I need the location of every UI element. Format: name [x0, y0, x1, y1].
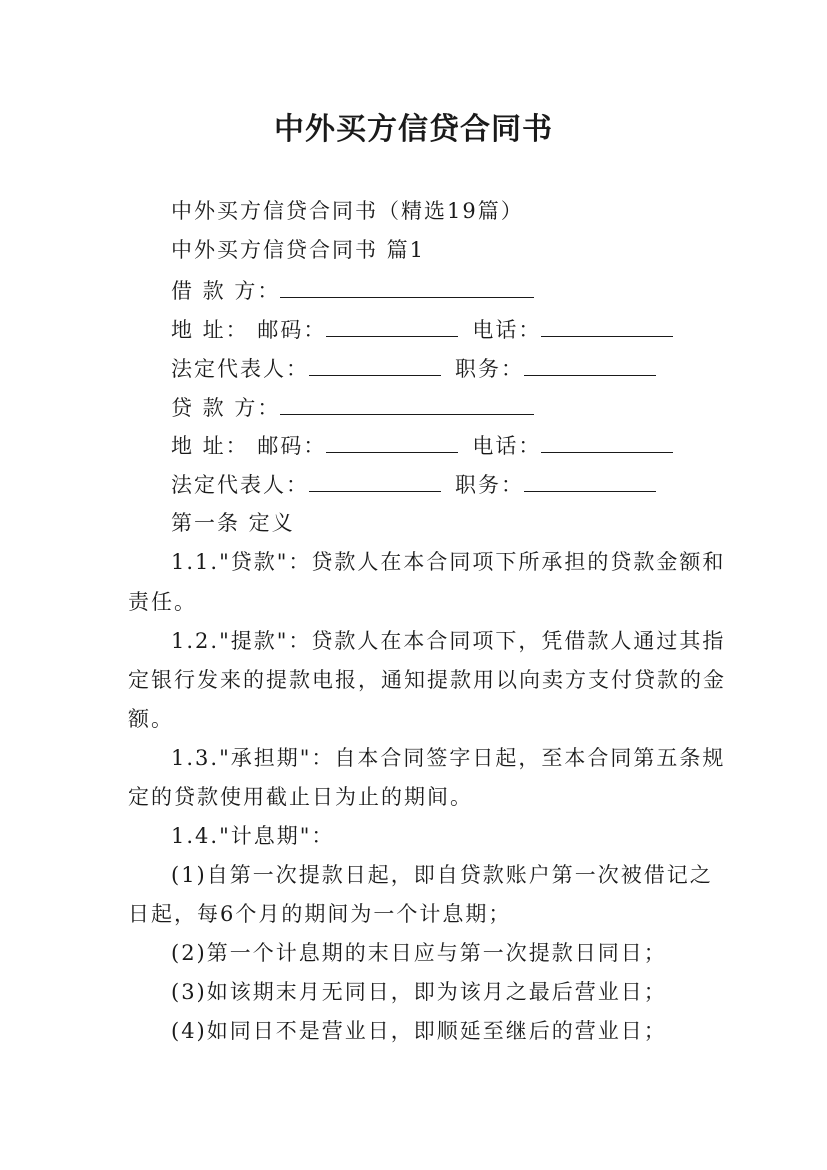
- borrower-row: [171, 277, 534, 304]
- address-label: 地 址：: [171, 318, 249, 342]
- def-1-4: 1.4."计息期"：: [171, 824, 335, 848]
- phone-blank: [541, 316, 673, 337]
- postcode-label: 邮码：: [257, 434, 327, 458]
- phone-label: 电话：: [472, 318, 542, 342]
- def-1-3-line-2: 定的贷款使用截止日为止的期间。: [128, 785, 473, 809]
- lender-label: 贷 款 方：: [171, 396, 281, 420]
- def-1-2-line-1: 1.2."提款"：贷款人在本合同项下，凭借款人通过其指: [171, 629, 726, 653]
- borrower-blank: [280, 277, 534, 298]
- item-1-line-1: (1)自第一次提款日起，即自贷款账户第一次被借记之: [171, 863, 713, 887]
- borrower-label: 借 款 方：: [171, 279, 281, 303]
- def-1-2-line-2: 定银行发来的提款电报，通知提款用以向卖方支付贷款的金: [128, 668, 726, 692]
- def-1-3-line-1: 1.3."承担期"：自本合同签字日起，至本合同第五条规: [171, 746, 726, 770]
- item-4: (4)如同日不是营业日，即顺延至继后的营业日；: [171, 1019, 667, 1043]
- phone-label: 电话：: [472, 434, 542, 458]
- item-3: (3)如该期末月无同日，即为该月之最后营业日；: [171, 980, 667, 1004]
- position-label: 职务：: [455, 357, 524, 381]
- postcode-blank: [326, 432, 458, 453]
- position-blank: [524, 471, 656, 492]
- legal-rep-label: 法定代表人：: [171, 473, 309, 497]
- legal-rep-label: 法定代表人：: [171, 357, 309, 381]
- item-2: (2)第一个计息期的末日应与第一次提款日同日；: [171, 941, 667, 965]
- lender-legal-rep-row: [171, 471, 656, 498]
- document-subtitle: 中外买方信贷合同书（精选19篇）: [171, 199, 524, 223]
- lender-address-row: [171, 432, 673, 459]
- address-label: 地 址：: [171, 434, 249, 458]
- postcode-label: 邮码：: [257, 318, 327, 342]
- borrower-address-row: [171, 316, 673, 343]
- article-1-heading: 第一条 定义: [171, 511, 295, 535]
- lender-blank: [280, 394, 534, 415]
- position-label: 职务：: [455, 473, 524, 497]
- borrower-legal-rep-row: [171, 355, 656, 382]
- legal-rep-blank: [309, 355, 441, 376]
- postcode-blank: [326, 316, 458, 337]
- legal-rep-blank: [309, 471, 441, 492]
- def-1-2-line-3: 额。: [128, 707, 174, 731]
- def-1-1-line-2: 责任。: [128, 590, 197, 614]
- part-heading: 中外买方信贷合同书 篇1: [171, 238, 426, 262]
- position-blank: [524, 355, 656, 376]
- lender-row: [171, 394, 534, 421]
- phone-blank: [541, 432, 673, 453]
- document-title: 中外买方信贷合同书: [274, 112, 553, 147]
- item-1-line-2: 日起，每6个月的期间为一个计息期；: [128, 902, 512, 926]
- def-1-1-line-1: 1.1."贷款"：贷款人在本合同项下所承担的贷款金额和: [171, 550, 726, 574]
